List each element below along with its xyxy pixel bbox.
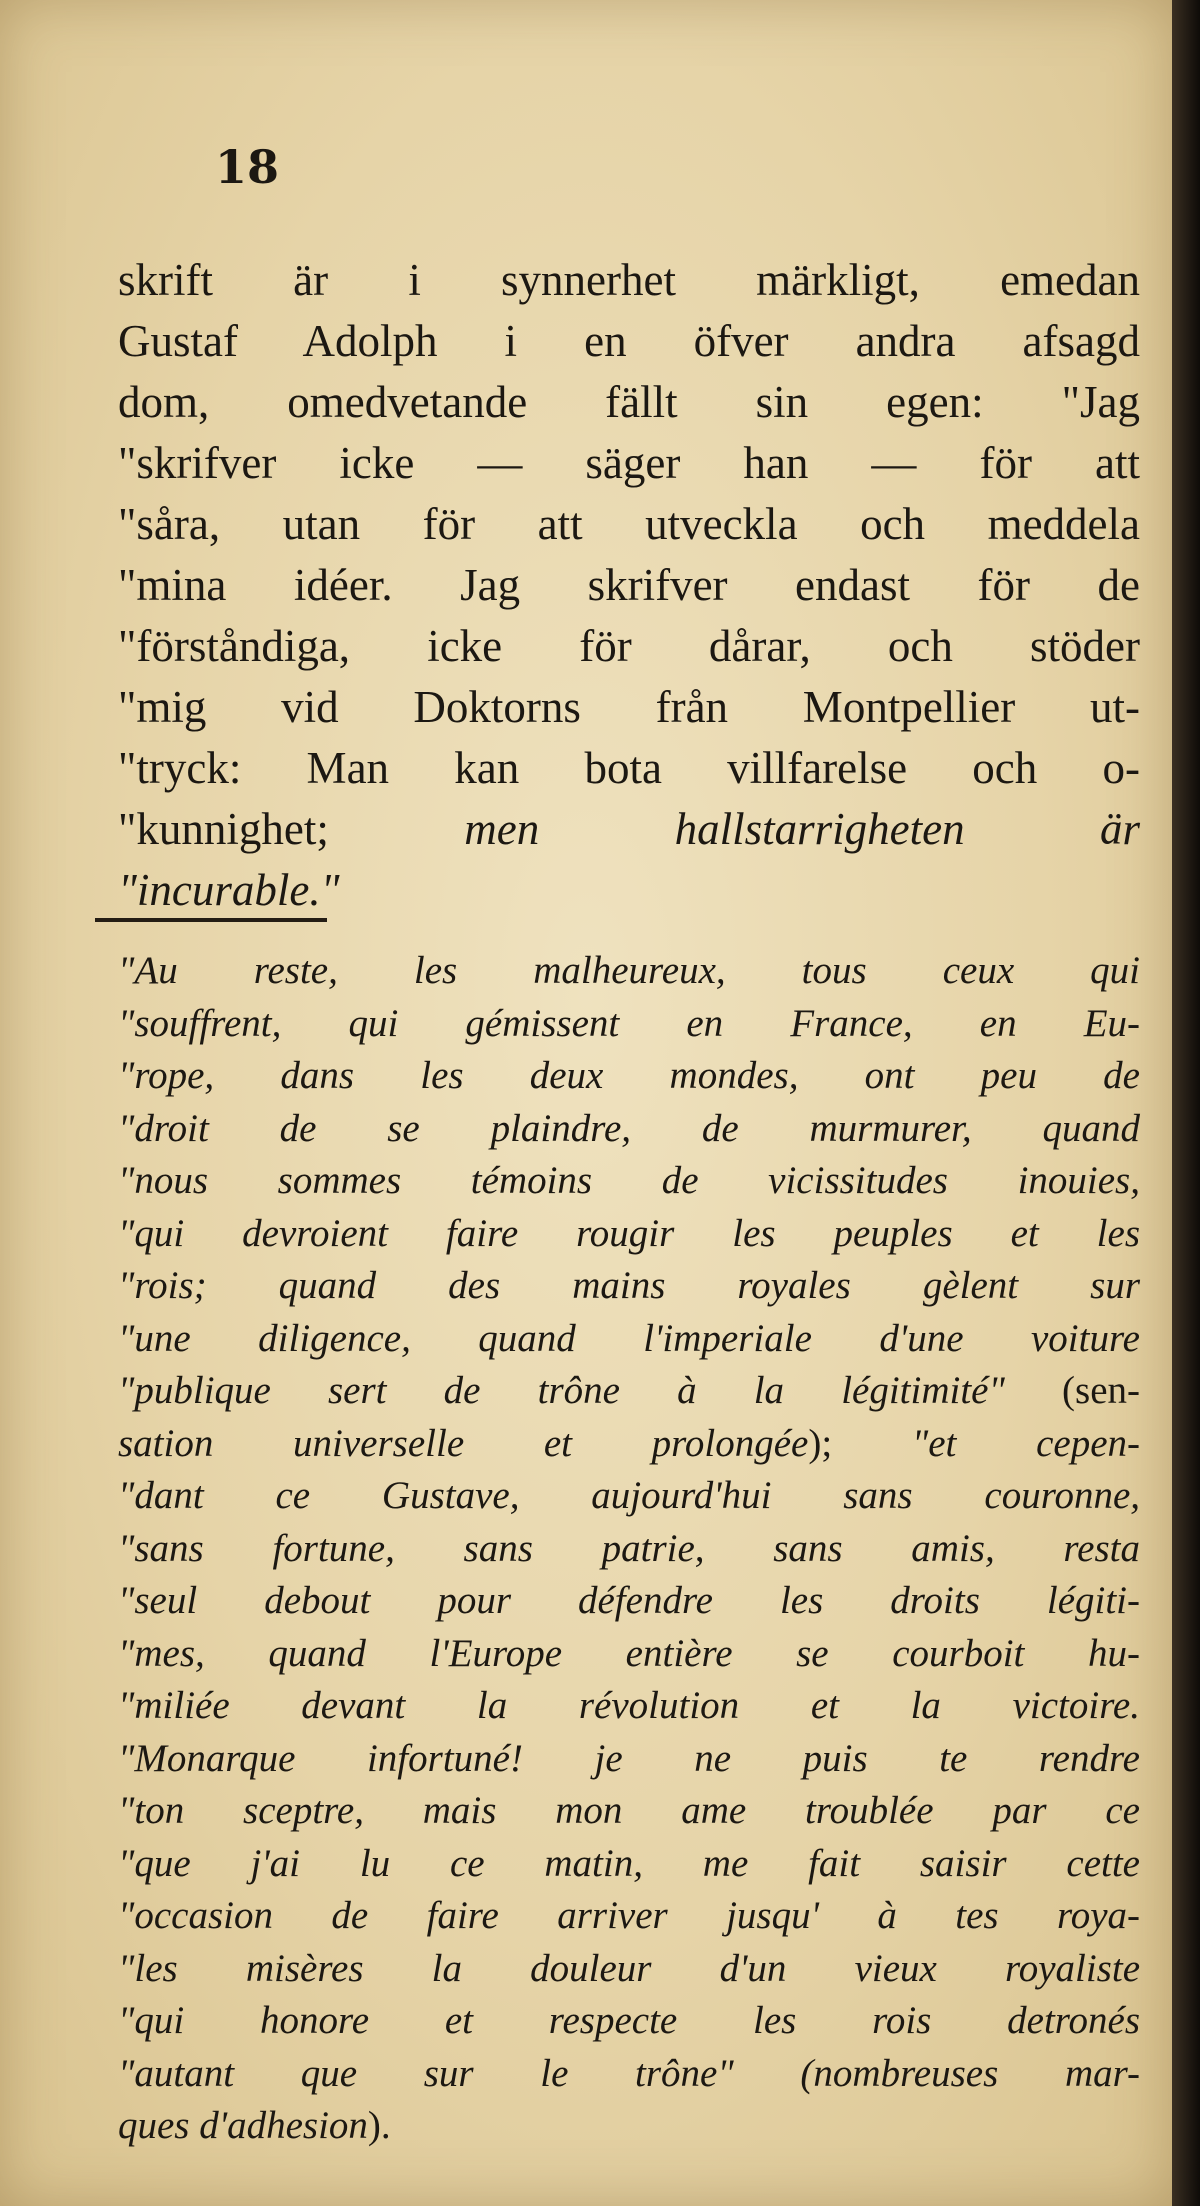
text-line: Gustaf Adolph i en öfver andra afsagd [118, 316, 1140, 366]
footnote-line: "seul debout pour défendre les droits légiti- [118, 1579, 1140, 1622]
footnote-line: "miliée devant la révolution et la victoire. [118, 1684, 1140, 1727]
footnote-roman: ); [808, 1421, 833, 1465]
footnote-line: "Monarque infortuné! je ne puis te rendre [118, 1736, 1140, 1780]
page-number: 18 [215, 140, 280, 194]
footnote-line: "nous sommes témoins de vicissitudes inouies, [118, 1159, 1140, 1202]
footnote [118, 945, 1140, 2153]
footnote-line: "que j'ai lu ce matin, me fait saisir cette [118, 1841, 1140, 1885]
footnote-line: "qui honore et respecte les rois detronés [118, 1999, 1140, 2042]
footnote-rule [95, 918, 327, 922]
footnote-roman: (sen- [1062, 1369, 1140, 1412]
footnote-line-mixed [118, 2100, 1140, 2153]
footnote-line-mixed [118, 1365, 1140, 1418]
footnote-line: "les misères la douleur d'un vieux royaliste [118, 1946, 1140, 1990]
text-line: dom, omedvetande fällt sin egen: "Jag [118, 377, 1140, 427]
text-line: "skrifver icke — säger han — för att [118, 438, 1140, 488]
footnote-italic: "et cepen- [911, 1421, 1140, 1465]
footnote-line-mixed [118, 1418, 1140, 1471]
footnote-line: "une diligence, quand l'imperiale d'une voiture [118, 1316, 1140, 1360]
footnote-line: "rois; quand des mains royales gèlent sur [118, 1264, 1140, 1307]
text-line: "mig vid Doktorns från Montpellier ut- [118, 682, 1140, 732]
text-roman: "kunnighet; [118, 804, 329, 854]
text-line-mixed [118, 799, 1140, 860]
page-edge-shadow [1172, 0, 1200, 2206]
text-italic: men hallstarrigheten är [464, 804, 1140, 854]
footnote-line: "ton sceptre, mais mon ame troublée par ce [118, 1789, 1140, 1832]
footnote-italic: "publique sert de trône à la légitimité" [118, 1369, 1005, 1412]
footnote-line: "dant ce Gustave, aujourd'hui sans couronne, [118, 1474, 1140, 1517]
footnote-line: "droit de se plaindre, de murmurer, quand [118, 1106, 1140, 1150]
text-line: "mina idéer. Jag skrifver endast för de [118, 560, 1140, 610]
text-line: "incurable." [118, 865, 340, 915]
footnote-italic: ques d'adhesion [118, 2104, 368, 2147]
footnote-italic: sation universelle et prolongée [118, 1421, 809, 1465]
footnote-line: "mes, quand l'Europe entière se courboit hu- [118, 1631, 1140, 1675]
footnote-roman: ). [367, 2104, 391, 2147]
text-line: "förståndiga, icke för dårar, och stöder [118, 621, 1140, 671]
footnote-line: "souffrent, qui gémissent en France, en Eu- [118, 1001, 1140, 1045]
footnote-line: "occasion de faire arriver jusqu' à tes roya- [118, 1894, 1140, 1937]
text-line: skrift är i synnerhet märkligt, emedan [118, 255, 1140, 305]
text-line: "såra, utan för att utveckla och meddela [118, 499, 1140, 549]
main-text [118, 250, 1140, 921]
text-line: "tryck: Man kan bota villfarelse och o- [118, 743, 1140, 793]
footnote-line: "rope, dans les deux mondes, ont peu de [118, 1054, 1140, 1097]
footnote-line: "Au reste, les malheureux, tous ceux qui [118, 949, 1140, 992]
footnote-line: "qui devroient faire rougir les peuples et les [118, 1211, 1140, 1255]
footnote-line: "autant que sur le trône" (nombreuses mar- [118, 2051, 1140, 2095]
footnote-line: "sans fortune, sans patrie, sans amis, resta [118, 1526, 1140, 1570]
